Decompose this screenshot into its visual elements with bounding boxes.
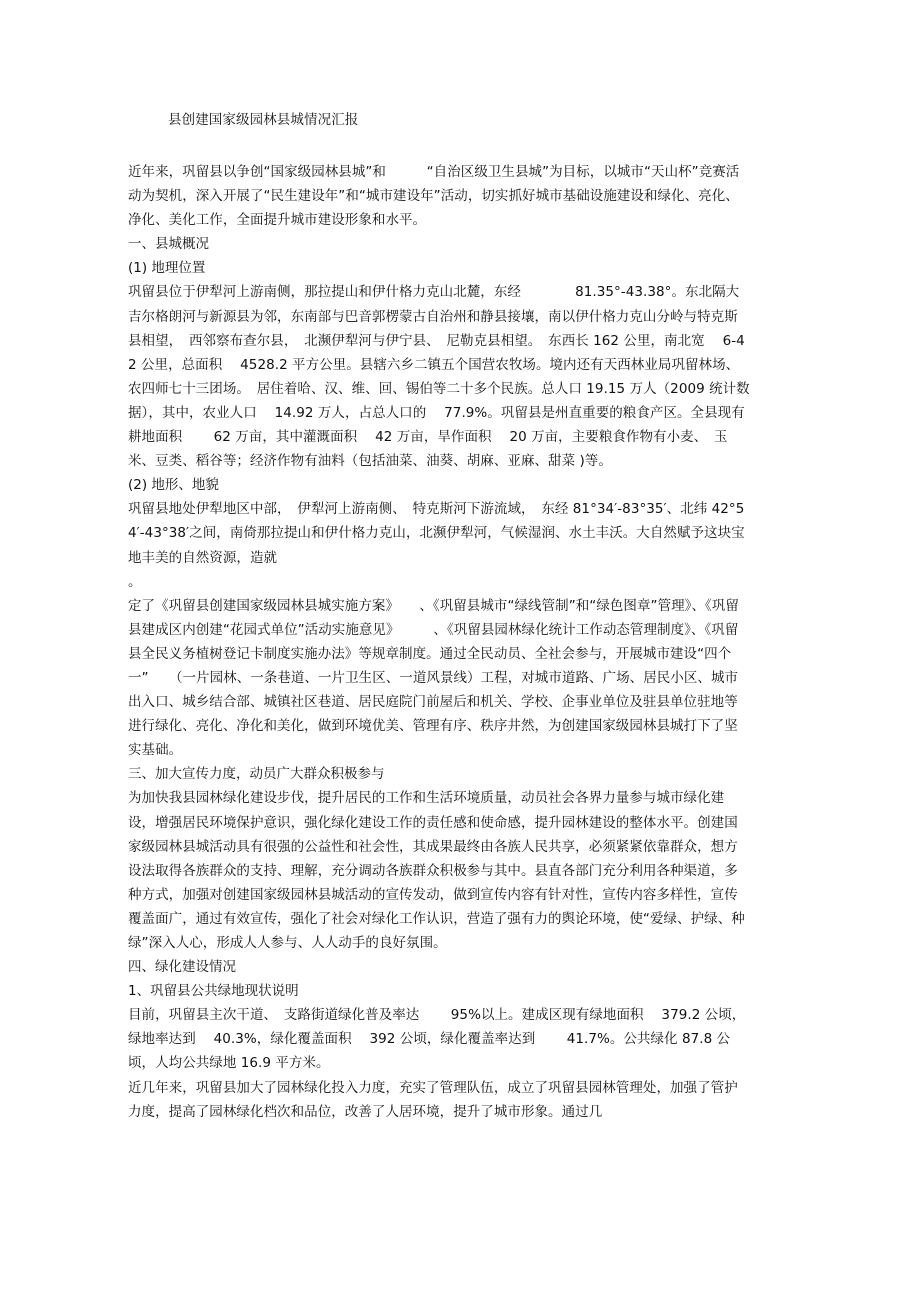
paragraph-orphan-period: 。 [128, 573, 142, 590]
paragraph-geographic-location: 巩留县位于伊犁河上游南侧，那拉提山和伊什格力克山北麓，东经 81.35°-43.38°。东北隔大吉尔格朗河与新源县为邻，东南部与巴音郭楞蒙古自治州和静县接壤，南以伊什格力克山分岭与特克斯县相望， 西邻察布查尔县， 北濒伊犁河与伊宁县、 尼勒克县相望。 东西长 162 公里，南北宽 6-42 公里，总面积 4528.2 平方公里。县辖六乡二镇五个国营农牧场。境内还有天西林业局巩留林场、 农四师七十三团场。 居住着哈、汉、维、回、锡伯等二十多个民族。总人口 19.15 万人（2009 统计数据），其中，农业人口 14.92 万人，占总人口的 77.9%。巩留县是州直重要的粮食产区。全县现有耕地面积 62 万亩，其中灌溉面积 42 万亩，旱作面积 20 万亩，主要粮食作物有小麦、 玉米、豆类、稻谷等；经济作物有油料（包括油菜、油葵、胡麻、亚麻、甜菜 )等。 [128, 284, 750, 470]
page-title: 县创建国家级园林县城情况汇报 [168, 112, 359, 128]
section-heading-overview: 一、县城概况 [128, 236, 209, 253]
subsection-heading-public-green-space: 1、巩留县公共绿地现状说明 [128, 983, 299, 1000]
subsection-heading-terrain: (2) 地形、地貌 [128, 477, 219, 494]
paragraph-terrain: 巩留县地处伊犁地区中部， 伊犁河上游南侧、 特克斯河下游流域， 东经 81°34′-83°35′、北纬 42°54′-43°38′之间，南倚那拉提山和伊什格力克山，北濒伊犁河，气候湿润、水土丰沃。大自然赋予这块宝地丰美的自然资源，造就 [128, 501, 745, 566]
section-heading-greening-construction: 四、绿化建设情况 [128, 959, 236, 976]
paragraph-intro: 近年来，巩留县以争创“国家级园林县城”和 “自治区级卫生县城”为目标，以城市“天山杯”竞赛活动为契机，深入开展了“民生建设年”和“城市建设年”活动，切实抓好城市基础设施建设和绿化、亮化、净化、美化工作，全面提升城市建设形象和水平。 [128, 164, 740, 229]
paragraph-greening-status: 目前，巩留县主次干道、 支路街道绿化普及率达 95%以上。建成区现有绿地面积 379.2 公顷，绿地率达到 40.3%，绿化覆盖面积 392 公顷，绿化覆盖率达到 41.7%。公共绿化 87.8 公顷，人均公共绿地 16.9 平方米。 [128, 1007, 746, 1072]
paragraph-regulations: 定了《巩留县创建国家级园林县城实施方案》 、《巩留县城市“绿线管制”和“绿色图章”管理》、《巩留县建成区内创建“花园式单位”活动实施意见》 、《巩留县园林绿化统计工作动态管理制度》、《巩留县全民义务植树登记卡制度实施办法》等规章制度。通过全民动员、全社会参与，开展城市建设“四个一” （一片园林、一条巷道、一片卫生区、一道风景线）工程，对城市道路、广场、居民小区、城市出入口、城乡结合部、城镇社区巷道、居民庭院门前屋后和机关、学校、企事业单位及驻县单位驻地等进行绿化、亮化、净化和美化，做到环境优美、管理有序、秩序井然，为创建国家级园林县城打下了坚实基础。 [128, 597, 739, 759]
section-heading-publicity: 三、加大宣传力度，动员广大群众积极参与 [128, 766, 385, 783]
paragraph-publicity: 为加快我县园林绿化建设步伐，提升居民的工作和生活环境质量，动员社会各界力量参与城市绿化建设，增强居民环境保护意识，强化绿化建设工作的责任感和使命感，提升园林建设的整体水平。创建国家级园林县城活动具有很强的公益性和社会性，其成果最终由各族人民共享，必须紧紧依靠群众，想方设法取得各族群众的支持、理解，充分调动各族群众积极参与其中。县直各部门充分利用各种渠道，多种方式，加强对创建国家级园林县城活动的宣传发动，做到宣传内容有针对性，宣传内容多样性，宣传覆盖面广，通过有效宣传，强化了社会对绿化工作认识，营造了强有力的舆论环境，使“爱绿、护绿、种绿”深入人心，形成人人参与、人人动手的良好氛围。 [128, 790, 745, 951]
subsection-heading-geographic-location: (1) 地理位置 [128, 260, 206, 277]
paragraph-investment: 近几年来，巩留县加大了园林绿化投入力度，充实了管理队伍，成立了巩留县园林管理处，加强了管护力度，提高了园林绿化档次和品位，改善了人居环境，提升了城市形象。通过几 [128, 1079, 738, 1120]
document-body [128, 108, 750, 1124]
